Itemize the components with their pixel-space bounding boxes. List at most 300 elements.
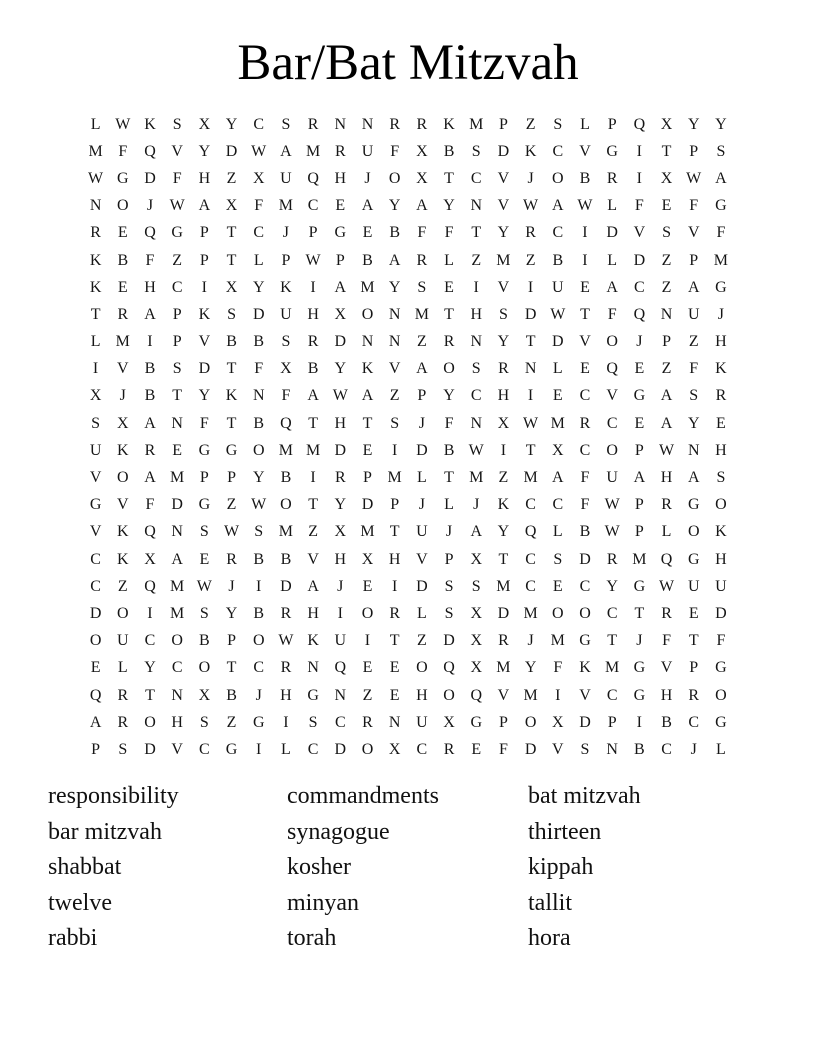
- grid-letter-r9-c8: S: [281, 333, 291, 351]
- grid-letter-r10-c1: I: [92, 360, 99, 378]
- grid-letter-r13-c3: R: [144, 441, 156, 459]
- grid-letter-r9-c17: T: [525, 333, 536, 351]
- grid-letter-r22-c16: V: [497, 686, 510, 704]
- grid-letter-r3-c6: Z: [226, 169, 237, 187]
- grid-letter-r4-c21: F: [634, 197, 644, 215]
- grid-letter-r12-c10: H: [334, 414, 347, 432]
- grid-letter-r24-c24: L: [716, 740, 726, 758]
- grid-letter-r4-c10: E: [335, 197, 346, 215]
- grid-letter-r4-c5: A: [198, 197, 211, 215]
- grid-letter-r18-c10: J: [337, 577, 344, 595]
- grid-letter-r17-c16: T: [498, 550, 509, 568]
- grid-letter-r3-c12: O: [388, 169, 401, 187]
- grid-letter-r13-c4: E: [172, 441, 183, 459]
- grid-letter-r19-c19: O: [579, 604, 591, 622]
- grid-letter-r2-c6: D: [225, 142, 238, 160]
- grid-letter-r6-c2: B: [117, 251, 129, 269]
- grid-letter-r4-c17: W: [523, 197, 539, 215]
- grid-letter-r11-c2: J: [119, 387, 126, 405]
- grid-letter-r16-c15: A: [470, 523, 482, 541]
- grid-letter-r18-c2: Z: [117, 577, 128, 595]
- grid-letter-r6-c22: Z: [661, 251, 672, 269]
- grid-letter-r9-c19: V: [579, 333, 591, 351]
- grid-letter-r5-c21: V: [633, 224, 646, 242]
- grid-letter-r24-c9: C: [307, 740, 319, 758]
- grid-letter-r15-c7: W: [251, 496, 267, 514]
- word-list-column-1: [48, 779, 179, 957]
- grid-letter-r18-c11: E: [362, 577, 373, 595]
- word-list-item: minyan: [287, 889, 359, 916]
- grid-letter-r1-c5: X: [198, 115, 211, 133]
- grid-letter-r17-c18: S: [553, 550, 563, 568]
- word-list-item: thirteen: [528, 818, 602, 845]
- grid-letter-r24-c10: D: [334, 740, 347, 758]
- grid-letter-r10-c5: D: [198, 360, 211, 378]
- grid-letter-r8-c6: S: [227, 305, 236, 323]
- grid-letter-r1-c4: S: [172, 115, 182, 133]
- grid-letter-r2-c17: K: [524, 142, 537, 160]
- grid-letter-r22-c21: G: [633, 686, 646, 704]
- grid-letter-r13-c24: H: [715, 441, 727, 459]
- grid-letter-r3-c13: X: [416, 169, 428, 187]
- grid-letter-r17-c14: P: [444, 550, 454, 568]
- grid-letter-r2-c15: S: [471, 142, 481, 160]
- grid-letter-r20-c9: K: [307, 632, 319, 650]
- grid-letter-r24-c18: V: [552, 740, 564, 758]
- grid-letter-r18-c24: U: [715, 577, 727, 595]
- grid-letter-r5-c11: E: [362, 224, 373, 242]
- grid-letter-r20-c17: J: [527, 632, 534, 650]
- grid-letter-r24-c19: S: [580, 740, 590, 758]
- grid-letter-r2-c23: P: [689, 142, 699, 160]
- grid-letter-r11-c15: C: [470, 387, 482, 405]
- grid-letter-r17-c10: H: [334, 550, 347, 568]
- grid-letter-r11-c16: H: [497, 387, 510, 405]
- grid-letter-r5-c9: P: [308, 224, 318, 242]
- grid-letter-r12-c11: T: [362, 414, 373, 432]
- grid-letter-r19-c6: Y: [225, 604, 238, 622]
- grid-letter-r19-c17: M: [523, 604, 538, 622]
- grid-letter-r14-c20: U: [606, 469, 618, 487]
- grid-letter-r23-c19: D: [579, 713, 591, 731]
- grid-letter-r17-c1: C: [90, 550, 101, 568]
- grid-letter-r19-c10: I: [337, 604, 343, 622]
- grid-letter-r8-c15: H: [470, 305, 482, 323]
- grid-letter-r19-c21: T: [634, 604, 645, 622]
- word-list-item: twelve: [48, 889, 112, 916]
- grid-letter-r20-c20: T: [607, 632, 618, 650]
- grid-letter-r5-c6: T: [226, 224, 237, 242]
- grid-letter-r9-c16: Y: [497, 333, 510, 351]
- grid-letter-r18-c6: J: [228, 577, 235, 595]
- grid-letter-r16-c20: W: [604, 523, 620, 541]
- grid-letter-r21-c12: E: [389, 659, 400, 677]
- grid-letter-r14-c10: R: [334, 469, 346, 487]
- grid-letter-r7-c10: A: [334, 278, 347, 296]
- grid-letter-r9-c22: P: [662, 333, 671, 351]
- grid-letter-r3-c10: H: [334, 169, 347, 187]
- grid-letter-r5-c10: G: [334, 224, 347, 242]
- grid-letter-r19-c8: R: [280, 604, 292, 622]
- grid-letter-r6-c24: M: [713, 251, 729, 269]
- grid-letter-r2-c16: D: [497, 142, 510, 160]
- grid-letter-r19-c4: M: [170, 604, 185, 622]
- grid-letter-r9-c3: I: [147, 333, 153, 351]
- grid-letter-r4-c19: W: [577, 197, 593, 215]
- grid-letter-r20-c6: P: [227, 632, 236, 650]
- grid-letter-r14-c2: O: [117, 469, 129, 487]
- grid-letter-r10-c10: Y: [334, 360, 347, 378]
- grid-letter-r17-c22: Q: [660, 550, 673, 568]
- grid-letter-r5-c22: S: [662, 224, 671, 242]
- grid-letter-r22-c24: O: [715, 686, 727, 704]
- grid-letter-r13-c17: T: [525, 441, 536, 459]
- grid-letter-r4-c11: A: [361, 197, 374, 215]
- grid-letter-r5-c24: F: [716, 224, 726, 242]
- grid-letter-r4-c22: E: [661, 197, 672, 215]
- grid-letter-r20-c11: I: [364, 632, 371, 650]
- grid-letter-r18-c12: I: [391, 577, 398, 595]
- grid-letter-r12-c9: T: [308, 414, 318, 432]
- grid-letter-r6-c5: P: [199, 251, 209, 269]
- grid-letter-r3-c2: G: [117, 169, 129, 187]
- grid-letter-r19-c22: R: [661, 604, 672, 622]
- grid-letter-r17-c20: R: [606, 550, 618, 568]
- grid-letter-r4-c9: C: [307, 197, 319, 215]
- grid-letter-r6-c10: P: [335, 251, 345, 269]
- grid-letter-r16-c1: V: [89, 523, 102, 541]
- grid-letter-r21-c7: C: [253, 659, 265, 677]
- grid-letter-r9-c11: N: [361, 333, 374, 351]
- grid-letter-r18-c15: S: [471, 577, 481, 595]
- grid-letter-r5-c4: G: [171, 224, 183, 242]
- grid-letter-r23-c9: S: [308, 713, 318, 731]
- word-list-item: torah: [287, 925, 337, 951]
- grid-letter-r13-c19: C: [579, 441, 591, 459]
- grid-letter-r2-c4: V: [171, 142, 183, 160]
- grid-letter-r23-c5: S: [199, 713, 209, 731]
- grid-letter-r14-c14: T: [444, 469, 454, 487]
- grid-letter-r9-c14: R: [443, 333, 455, 351]
- grid-letter-r9-c7: B: [253, 333, 265, 351]
- grid-letter-r23-c12: N: [388, 713, 401, 731]
- grid-letter-r7-c13: S: [417, 278, 427, 296]
- grid-letter-r3-c5: H: [198, 169, 211, 187]
- grid-letter-r5-c15: T: [471, 224, 482, 242]
- grid-letter-r19-c20: C: [606, 604, 618, 622]
- grid-letter-r17-c3: X: [144, 550, 156, 568]
- grid-letter-r16-c14: J: [445, 523, 453, 541]
- grid-letter-r16-c13: U: [416, 523, 428, 541]
- grid-letter-r18-c1: C: [90, 577, 101, 595]
- grid-letter-r7-c23: A: [687, 278, 700, 296]
- grid-letter-r6-c21: D: [633, 251, 646, 269]
- grid-letter-r2-c20: G: [606, 142, 618, 160]
- grid-letter-r9-c10: D: [334, 333, 347, 351]
- grid-letter-r5-c14: F: [444, 224, 454, 242]
- grid-letter-r6-c6: T: [226, 251, 237, 269]
- grid-letter-r2-c3: Q: [144, 142, 156, 160]
- grid-letter-r10-c7: F: [254, 360, 264, 378]
- grid-letter-r21-c22: V: [660, 659, 673, 677]
- grid-letter-r8-c8: U: [280, 305, 292, 323]
- grid-letter-r12-c17: W: [523, 414, 539, 432]
- grid-letter-r13-c20: O: [606, 441, 618, 459]
- grid-letter-r14-c3: A: [144, 469, 156, 487]
- grid-letter-r12-c14: F: [444, 414, 454, 432]
- word-list-item: kippah: [528, 854, 594, 880]
- grid-letter-r1-c7: C: [253, 115, 265, 133]
- grid-letter-r21-c4: C: [171, 659, 183, 677]
- grid-letter-r11-c9: A: [307, 387, 319, 405]
- grid-letter-r22-c13: H: [416, 686, 428, 704]
- grid-letter-r17-c23: G: [687, 550, 700, 568]
- grid-letter-r22-c8: H: [280, 686, 292, 704]
- grid-letter-r12-c21: E: [634, 414, 645, 432]
- grid-letter-r8-c19: T: [580, 305, 590, 323]
- grid-letter-r17-c24: H: [715, 550, 727, 568]
- grid-letter-r17-c21: M: [632, 550, 647, 568]
- grid-letter-r12-c20: C: [606, 414, 618, 432]
- grid-letter-r22-c20: C: [606, 686, 618, 704]
- grid-letter-r18-c9: A: [307, 577, 319, 595]
- grid-letter-r3-c18: O: [552, 169, 564, 187]
- grid-letter-r20-c2: U: [117, 632, 129, 650]
- grid-letter-r20-c13: Z: [416, 632, 427, 650]
- grid-letter-r11-c21: G: [633, 387, 646, 405]
- grid-letter-r23-c14: X: [443, 713, 455, 731]
- grid-letter-r10-c21: E: [634, 360, 645, 378]
- grid-letter-r14-c18: A: [552, 469, 564, 487]
- grid-letter-r13-c8: M: [278, 441, 294, 459]
- grid-letter-r12-c1: S: [91, 414, 101, 432]
- grid-letter-r24-c7: I: [256, 740, 262, 758]
- grid-letter-r5-c19: I: [582, 224, 588, 242]
- grid-letter-r21-c16: M: [496, 659, 511, 677]
- grid-letter-r6-c14: L: [444, 251, 454, 269]
- grid-letter-r13-c16: I: [500, 441, 507, 459]
- grid-letter-r4-c7: F: [254, 197, 264, 215]
- grid-letter-r1-c16: P: [498, 115, 508, 133]
- grid-letter-r18-c14: S: [444, 577, 454, 595]
- grid-letter-r3-c11: J: [364, 169, 371, 187]
- grid-letter-r4-c8: M: [278, 197, 294, 215]
- grid-letter-r3-c24: A: [715, 169, 727, 187]
- grid-letter-r20-c1: O: [89, 632, 102, 650]
- grid-letter-r7-c5: I: [201, 278, 207, 296]
- grid-letter-r2-c2: F: [118, 142, 128, 160]
- grid-letter-r4-c1: N: [89, 197, 102, 215]
- grid-letter-r3-c9: Q: [307, 169, 319, 187]
- grid-letter-r21-c14: Q: [443, 659, 455, 677]
- grid-letter-r16-c10: X: [334, 523, 347, 541]
- grid-letter-r10-c2: V: [117, 360, 129, 378]
- grid-letter-r21-c23: P: [689, 659, 699, 677]
- grid-letter-r15-c17: C: [525, 496, 536, 514]
- grid-letter-r13-c2: K: [117, 441, 129, 459]
- grid-letter-r19-c12: R: [389, 604, 400, 622]
- grid-letter-r4-c14: Y: [443, 197, 455, 215]
- grid-letter-r17-c15: X: [470, 550, 482, 568]
- grid-letter-r8-c23: U: [687, 305, 700, 323]
- grid-letter-r21-c2: L: [117, 659, 128, 677]
- grid-letter-r12-c16: X: [497, 414, 510, 432]
- grid-letter-r23-c16: P: [498, 713, 508, 731]
- grid-letter-r2-c13: X: [416, 142, 428, 160]
- grid-letter-r20-c14: D: [443, 632, 455, 650]
- grid-letter-r2-c19: V: [579, 142, 591, 160]
- grid-letter-r2-c12: F: [390, 142, 400, 160]
- grid-letter-r20-c16: R: [498, 632, 509, 650]
- grid-letter-r24-c4: V: [171, 740, 183, 758]
- grid-letter-r5-c3: Q: [144, 224, 156, 242]
- grid-letter-r8-c21: Q: [633, 305, 646, 323]
- grid-letter-r21-c19: K: [579, 659, 591, 677]
- grid-letter-r20-c8: W: [278, 632, 294, 650]
- grid-letter-r6-c11: B: [362, 251, 373, 269]
- grid-letter-r18-c3: Q: [144, 577, 156, 595]
- grid-letter-r7-c8: K: [280, 278, 292, 296]
- grid-letter-r3-c16: V: [497, 169, 510, 187]
- grid-letter-r23-c1: A: [89, 713, 102, 731]
- grid-letter-r16-c23: O: [687, 523, 700, 541]
- grid-letter-r8-c10: X: [334, 305, 347, 323]
- grid-letter-r1-c21: Q: [633, 115, 646, 133]
- grid-letter-r16-c24: K: [715, 523, 727, 541]
- grid-letter-r16-c8: M: [278, 523, 294, 541]
- grid-letter-r2-c11: U: [361, 142, 374, 160]
- grid-letter-r1-c6: Y: [225, 115, 238, 133]
- grid-letter-r12-c12: S: [390, 414, 400, 432]
- grid-letter-r23-c6: Z: [226, 713, 237, 731]
- grid-letter-r7-c3: H: [144, 278, 156, 296]
- grid-letter-r15-c22: R: [661, 496, 672, 514]
- grid-letter-r11-c22: A: [660, 387, 673, 405]
- grid-letter-r12-c13: J: [418, 414, 425, 432]
- grid-letter-r14-c13: L: [416, 469, 427, 487]
- grid-letter-r11-c14: Y: [443, 387, 455, 405]
- grid-letter-r3-c20: R: [606, 169, 618, 187]
- grid-letter-r24-c14: R: [443, 740, 455, 758]
- grid-letter-r15-c11: D: [361, 496, 374, 514]
- grid-letter-r24-c21: B: [634, 740, 645, 758]
- grid-letter-r22-c14: O: [443, 686, 455, 704]
- grid-letter-r6-c16: M: [496, 251, 511, 269]
- grid-letter-r22-c12: E: [389, 686, 400, 704]
- grid-letter-r11-c23: S: [689, 387, 699, 405]
- page-title: Bar/Bat Mitzvah: [237, 35, 579, 91]
- grid-letter-r8-c22: N: [660, 305, 673, 323]
- grid-letter-r19-c9: H: [307, 604, 319, 622]
- grid-letter-r2-c24: S: [716, 142, 726, 160]
- grid-letter-r1-c10: N: [334, 115, 347, 133]
- grid-letter-r15-c14: L: [444, 496, 454, 514]
- grid-letter-r19-c5: S: [199, 604, 209, 622]
- grid-letter-r10-c8: X: [280, 360, 292, 378]
- grid-letter-r9-c23: Z: [688, 333, 699, 351]
- grid-letter-r6-c1: K: [89, 251, 102, 269]
- grid-letter-r21-c17: Y: [524, 659, 537, 677]
- word-list-item: hora: [528, 925, 571, 951]
- grid-letter-r6-c8: P: [281, 251, 291, 269]
- grid-letter-r21-c11: E: [362, 659, 373, 677]
- grid-letter-r21-c15: X: [470, 659, 482, 677]
- grid-letter-r20-c7: O: [252, 632, 265, 650]
- grid-letter-r6-c13: R: [416, 251, 428, 269]
- grid-letter-r8-c14: T: [444, 305, 454, 323]
- grid-letter-r6-c15: Z: [471, 251, 482, 269]
- grid-letter-r6-c23: P: [689, 251, 699, 269]
- grid-letter-r19-c13: L: [416, 604, 427, 622]
- grid-letter-r1-c1: L: [90, 115, 101, 133]
- grid-letter-r20-c23: T: [688, 632, 699, 650]
- grid-letter-r9-c12: N: [388, 333, 401, 351]
- grid-letter-r22-c19: V: [579, 686, 591, 704]
- grid-letter-r16-c7: S: [254, 523, 264, 541]
- grid-letter-r10-c20: Q: [606, 360, 618, 378]
- grid-letter-r10-c23: F: [689, 360, 699, 378]
- grid-letter-r21-c10: Q: [334, 659, 347, 677]
- grid-letter-r13-c5: G: [198, 441, 211, 459]
- grid-letter-r17-c7: B: [253, 550, 265, 568]
- word-list-item: bar mitzvah: [48, 818, 162, 845]
- grid-letter-r24-c17: D: [524, 740, 537, 758]
- grid-letter-r7-c18: U: [552, 278, 564, 296]
- grid-letter-r12-c7: B: [253, 414, 265, 432]
- grid-letter-r14-c4: M: [170, 469, 185, 487]
- grid-letter-r11-c11: A: [361, 387, 374, 405]
- grid-letter-r8-c12: N: [388, 305, 401, 323]
- grid-letter-r10-c17: N: [524, 360, 537, 378]
- grid-letter-r14-c17: M: [523, 469, 538, 487]
- grid-letter-r5-c18: C: [552, 224, 564, 242]
- grid-letter-r15-c20: W: [604, 496, 620, 514]
- grid-letter-r7-c22: Z: [661, 278, 672, 296]
- grid-letter-r24-c13: C: [416, 740, 428, 758]
- grid-letter-r4-c23: F: [689, 197, 699, 215]
- grid-letter-r8-c2: R: [117, 305, 129, 323]
- grid-letter-r11-c5: Y: [198, 387, 211, 405]
- grid-letter-r21-c8: R: [280, 659, 292, 677]
- grid-letter-r1-c19: L: [580, 115, 590, 133]
- word-list-item: rabbi: [48, 925, 98, 951]
- grid-letter-r24-c20: N: [606, 740, 618, 758]
- grid-letter-r16-c11: M: [360, 523, 375, 541]
- grid-letter-r21-c13: O: [416, 659, 428, 677]
- grid-letter-r24-c8: L: [281, 740, 291, 758]
- grid-letter-r23-c18: X: [552, 713, 564, 731]
- grid-letter-r6-c19: I: [582, 251, 588, 269]
- grid-letter-r14-c21: A: [633, 469, 646, 487]
- grid-letter-r1-c11: N: [361, 115, 374, 133]
- grid-letter-r11-c18: E: [552, 387, 563, 405]
- grid-letter-r22-c5: X: [198, 686, 211, 704]
- grid-letter-r20-c24: F: [716, 632, 726, 650]
- grid-letter-r12-c23: Y: [687, 414, 700, 432]
- grid-letter-r5-c12: B: [389, 224, 400, 242]
- grid-letter-r18-c17: C: [525, 577, 536, 595]
- grid-letter-r23-c15: G: [470, 713, 482, 731]
- grid-letter-r23-c2: R: [117, 713, 129, 731]
- grid-letter-r13-c9: M: [305, 441, 321, 459]
- grid-letter-r17-c12: H: [388, 550, 401, 568]
- grid-letter-r15-c5: G: [198, 496, 211, 514]
- grid-letter-r19-c15: X: [470, 604, 482, 622]
- grid-letter-r20-c21: J: [636, 632, 643, 650]
- grid-letter-r17-c17: C: [525, 550, 536, 568]
- grid-letter-r16-c3: Q: [144, 523, 156, 541]
- grid-letter-r20-c4: O: [171, 632, 183, 650]
